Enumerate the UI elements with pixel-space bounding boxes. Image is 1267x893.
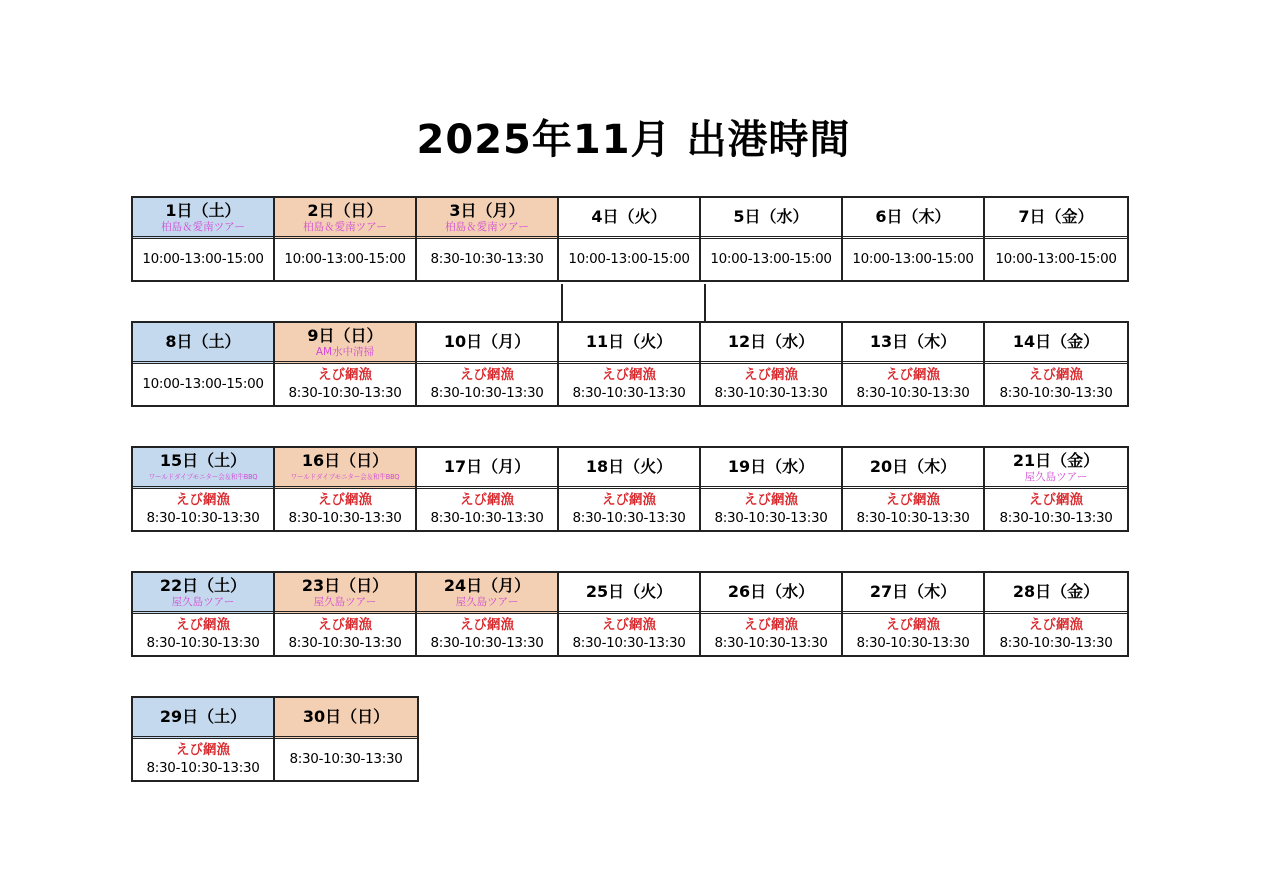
day-cell (701, 448, 843, 530)
day-header (133, 198, 273, 239)
day-body (275, 739, 417, 780)
departure-times: 8:30-10:30-13:30 (572, 509, 686, 526)
day-label: 24日（月） (443, 575, 531, 595)
day-body (133, 239, 273, 280)
day-header (133, 573, 273, 614)
departure-times: 8:30-10:30-13:30 (288, 509, 402, 526)
day-cell (133, 573, 275, 655)
day-label: 22日（土） (159, 575, 247, 595)
connector-line (561, 284, 563, 322)
day-body (985, 614, 1127, 655)
day-cell (701, 573, 843, 655)
event-label: えび網漁 (1029, 491, 1083, 508)
day-body (133, 364, 273, 405)
departure-times: 8:30-10:30-13:30 (714, 384, 828, 401)
departure-times: 8:30-10:30-13:30 (146, 509, 260, 526)
day-header (275, 323, 415, 364)
day-cell (275, 573, 417, 655)
day-note: 屋久島ツアー (455, 595, 519, 608)
day-body (843, 614, 983, 655)
day-body (417, 364, 557, 405)
day-label: 26日（水） (727, 582, 815, 601)
day-header (417, 448, 557, 489)
day-header (559, 448, 699, 489)
day-body (701, 239, 841, 280)
day-header (133, 698, 273, 739)
day-label: 15日（土） (159, 450, 247, 470)
page-title: 2025年11月 出港時間 (416, 117, 851, 163)
departure-times: 8:30-10:30-13:30 (146, 634, 260, 651)
event-label: えび網漁 (602, 366, 656, 383)
day-body (133, 489, 273, 530)
day-body (417, 489, 557, 530)
day-header (417, 323, 557, 364)
event-label: えび網漁 (176, 491, 230, 508)
day-cell (843, 198, 985, 280)
day-body (275, 489, 415, 530)
day-body (559, 489, 699, 530)
day-label: 2日（日） (307, 200, 383, 220)
departure-times: 8:30-10:30-13:30 (572, 634, 686, 651)
day-cell (275, 698, 417, 780)
day-header (275, 198, 415, 239)
day-cell (559, 573, 701, 655)
day-cell (843, 323, 985, 405)
day-cell (275, 198, 417, 280)
day-label: 27日（木） (869, 582, 957, 601)
event-label: えび網漁 (460, 616, 514, 633)
day-body (985, 489, 1127, 530)
day-note: 屋久島ツアー (313, 595, 377, 608)
day-label: 12日（水） (727, 332, 815, 351)
day-label: 21日（金） (1012, 450, 1100, 470)
event-label: えび網漁 (1029, 616, 1083, 633)
day-cell (133, 698, 275, 780)
departure-times: 10:00-13:00-15:00 (710, 251, 832, 267)
day-header (417, 198, 557, 239)
event-label: えび網漁 (460, 491, 514, 508)
day-label: 6日（木） (875, 207, 951, 226)
day-note: 柏島＆愛南ツアー (445, 220, 529, 233)
day-body (417, 614, 557, 655)
day-body (985, 364, 1127, 405)
day-body (985, 239, 1127, 280)
day-label: 18日（火） (585, 457, 673, 476)
week-row (131, 321, 1129, 407)
event-label: えび網漁 (318, 491, 372, 508)
day-body (133, 614, 273, 655)
day-body (559, 239, 699, 280)
day-header (275, 448, 415, 489)
departure-times: 8:30-10:30-13:30 (146, 759, 260, 776)
event-label: えび網漁 (1029, 366, 1083, 383)
day-cell (985, 323, 1127, 405)
day-header (559, 323, 699, 364)
day-cell (275, 323, 417, 405)
day-header (985, 323, 1127, 364)
day-header (985, 198, 1127, 239)
day-label: 10日（月） (443, 332, 531, 351)
day-label: 17日（月） (443, 457, 531, 476)
day-note: AM水中清掃 (315, 345, 375, 358)
day-label: 11日（火） (585, 332, 673, 351)
departure-times: 8:30-10:30-13:30 (430, 384, 544, 401)
day-cell (417, 323, 559, 405)
event-label: えび網漁 (744, 491, 798, 508)
day-body (701, 489, 841, 530)
day-label: 29日（土） (159, 707, 247, 726)
day-cell (133, 198, 275, 280)
departure-times: 10:00-13:00-15:00 (142, 376, 264, 392)
day-body (843, 489, 983, 530)
departure-times: 8:30-10:30-13:30 (856, 509, 970, 526)
day-body (417, 239, 557, 280)
week-row (131, 446, 1129, 532)
day-header (843, 573, 983, 614)
day-label: 8日（土） (165, 332, 241, 351)
departure-times: 8:30-10:30-13:30 (999, 634, 1113, 651)
day-cell (559, 198, 701, 280)
day-header (701, 448, 841, 489)
day-label: 1日（土） (165, 200, 241, 220)
day-cell (559, 323, 701, 405)
departure-times: 10:00-13:00-15:00 (142, 251, 264, 267)
day-label: 9日（日） (307, 325, 383, 345)
day-header (985, 573, 1127, 614)
event-label: えび網漁 (176, 616, 230, 633)
day-label: 4日（火） (591, 207, 667, 226)
day-header (843, 323, 983, 364)
departure-times: 10:00-13:00-15:00 (995, 251, 1117, 267)
event-label: えび網漁 (744, 366, 798, 383)
week-row (131, 696, 419, 782)
departure-times: 8:30-10:30-13:30 (714, 509, 828, 526)
day-header (843, 198, 983, 239)
departure-times: 8:30-10:30-13:30 (572, 384, 686, 401)
departure-times: 10:00-13:00-15:00 (852, 251, 974, 267)
day-cell (133, 323, 275, 405)
departure-times: 8:30-10:30-13:30 (430, 634, 544, 651)
day-body (275, 364, 415, 405)
day-label: 28日（金） (1012, 582, 1100, 601)
day-body (701, 364, 841, 405)
day-body (275, 614, 415, 655)
day-note: ワールドダイブモニター会＆和牛BBQ (290, 472, 400, 481)
day-header (701, 573, 841, 614)
day-header (559, 573, 699, 614)
day-cell (985, 448, 1127, 530)
day-header (417, 573, 557, 614)
week-row (131, 196, 1129, 282)
connector-line (704, 284, 706, 322)
departure-times: 8:30-10:30-13:30 (856, 634, 970, 651)
day-label: 23日（日） (301, 575, 389, 595)
departure-times: 10:00-13:00-15:00 (284, 251, 406, 267)
day-label: 13日（木） (869, 332, 957, 351)
day-header (559, 198, 699, 239)
day-cell (275, 448, 417, 530)
day-label: 19日（水） (727, 457, 815, 476)
day-label: 7日（金） (1018, 207, 1094, 226)
event-label: えび網漁 (318, 616, 372, 633)
day-body (701, 614, 841, 655)
departure-times: 8:30-10:30-13:30 (288, 634, 402, 651)
day-body (133, 739, 273, 780)
day-header (701, 323, 841, 364)
week-row (131, 571, 1129, 657)
day-cell (701, 323, 843, 405)
day-label: 3日（月） (449, 200, 525, 220)
event-label: えび網漁 (744, 616, 798, 633)
day-label: 16日（日） (301, 450, 389, 470)
day-header (985, 448, 1127, 489)
departure-times: 8:30-10:30-13:30 (856, 384, 970, 401)
day-cell (133, 448, 275, 530)
event-label: えび網漁 (176, 741, 230, 758)
day-note: 柏島＆愛南ツアー (161, 220, 245, 233)
event-label: えび網漁 (460, 366, 514, 383)
departure-times: 8:30-10:30-13:30 (430, 509, 544, 526)
day-header (275, 573, 415, 614)
day-cell (985, 573, 1127, 655)
day-note: 柏島＆愛南ツアー (303, 220, 387, 233)
event-label: えび網漁 (318, 366, 372, 383)
day-header (843, 448, 983, 489)
day-cell (843, 573, 985, 655)
departure-times: 8:30-10:30-13:30 (289, 751, 403, 767)
day-body (559, 364, 699, 405)
day-cell (559, 448, 701, 530)
day-body (559, 614, 699, 655)
day-header (133, 448, 273, 489)
day-label: 20日（木） (869, 457, 957, 476)
day-cell (701, 198, 843, 280)
day-note: ワールドダイブモニター会＆和牛BBQ (148, 472, 258, 481)
day-header (701, 198, 841, 239)
event-label: えび網漁 (602, 491, 656, 508)
day-header (275, 698, 417, 739)
day-note: 屋久島ツアー (1024, 470, 1088, 483)
day-cell (843, 448, 985, 530)
day-cell (985, 198, 1127, 280)
departure-times: 10:00-13:00-15:00 (568, 251, 690, 267)
day-note: 屋久島ツアー (171, 595, 235, 608)
event-label: えび網漁 (886, 491, 940, 508)
event-label: えび網漁 (886, 366, 940, 383)
departure-times: 8:30-10:30-13:30 (999, 384, 1113, 401)
departure-times: 8:30-10:30-13:30 (430, 251, 544, 267)
departure-times: 8:30-10:30-13:30 (714, 634, 828, 651)
day-body (843, 239, 983, 280)
day-label: 14日（金） (1012, 332, 1100, 351)
day-header (133, 323, 273, 364)
day-label: 25日（火） (585, 582, 673, 601)
departure-times: 8:30-10:30-13:30 (999, 509, 1113, 526)
day-label: 30日（日） (302, 707, 390, 726)
day-body (843, 364, 983, 405)
day-body (275, 239, 415, 280)
day-cell (417, 198, 559, 280)
day-cell (417, 573, 559, 655)
day-cell (417, 448, 559, 530)
event-label: えび網漁 (886, 616, 940, 633)
event-label: えび網漁 (602, 616, 656, 633)
departure-times: 8:30-10:30-13:30 (288, 384, 402, 401)
day-label: 5日（水） (733, 207, 809, 226)
